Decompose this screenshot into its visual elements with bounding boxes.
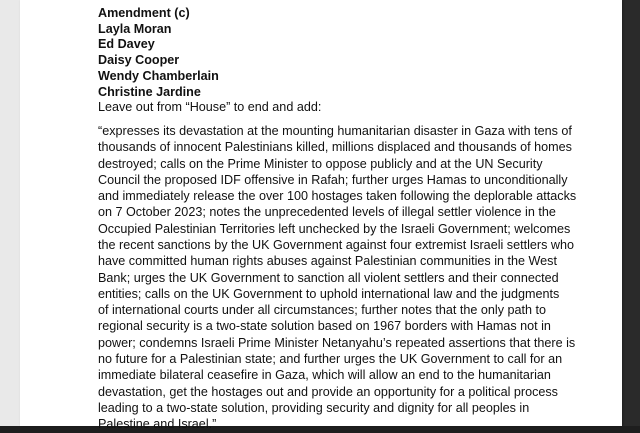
signatory: Wendy Chamberlain xyxy=(98,68,219,83)
body-line: regional security is a two-state solution based on 1967 borders with Hamas not in xyxy=(98,319,551,334)
body-line: no future for a Palestinian state; and further urges the UK Government to call for an xyxy=(98,352,563,367)
document-page xyxy=(20,0,622,432)
amendment-instruction: Leave out from “House” to end and add: xyxy=(98,100,322,115)
body-line: immediate bilateral ceasefire in Gaza, which will allow an end to the humanitarian xyxy=(98,368,551,383)
body-line: Council the proposed IDF offensive in Rafah; further urges Hamas to unconditionally xyxy=(98,172,568,187)
body-line: leading to a two-state solution, providing security and dignity for all peoples in xyxy=(98,400,530,415)
body-line: Occupied Palestinian Territories left unchecked by the Israeli Government; welcomes xyxy=(98,221,571,236)
body-line: on 7 October 2023; notes the unprecedented levels of illegal settler violence in the xyxy=(98,205,556,220)
body-line: Bank; urges the UK Government to sanction all violent settlers and their connected xyxy=(98,270,559,285)
signatory: Ed Davey xyxy=(98,37,155,52)
signatory: Christine Jardine xyxy=(98,84,201,99)
body-line: thousands of innocent Palestinians killed, millions displaced and thousands of homes xyxy=(98,140,572,155)
body-line: “expresses its devastation at the mounting humanitarian disaster in Gaza with tens of xyxy=(98,123,572,138)
body-line: have committed human rights abuses against Palestinian communities in the West xyxy=(98,254,557,269)
amendment-body xyxy=(98,123,618,433)
body-line: devastation, get the hostages out and provide an opportunity for a political process xyxy=(98,384,558,399)
body-line: power; condemns Israeli Prime Minister Netanyahu’s repeated assertions that there is xyxy=(98,335,576,350)
amendment-title: Amendment (c) xyxy=(98,6,190,20)
body-line: Palestine and Israel.” xyxy=(98,417,217,432)
body-line: the recent sanctions by the UK Government against four extremist Israeli settlers who xyxy=(98,238,574,252)
signatory: Daisy Cooper xyxy=(98,53,180,68)
body-line: entities; calls on the UK Government to uphold international law and the judgments xyxy=(98,286,560,301)
body-line: of international courts under all circumstances; further notes that the only path to xyxy=(98,303,547,318)
background-edge-right xyxy=(622,0,640,426)
body-line: and immediately release the over 100 hostages taken following the deplorable attacks xyxy=(98,189,577,204)
body-line: destroyed; calls on the Prime Minister to oppose publicly and at the UN Security xyxy=(98,156,543,171)
background-edge-left xyxy=(0,0,20,426)
signatory: Layla Moran xyxy=(98,21,172,36)
amendment-content xyxy=(98,6,618,433)
